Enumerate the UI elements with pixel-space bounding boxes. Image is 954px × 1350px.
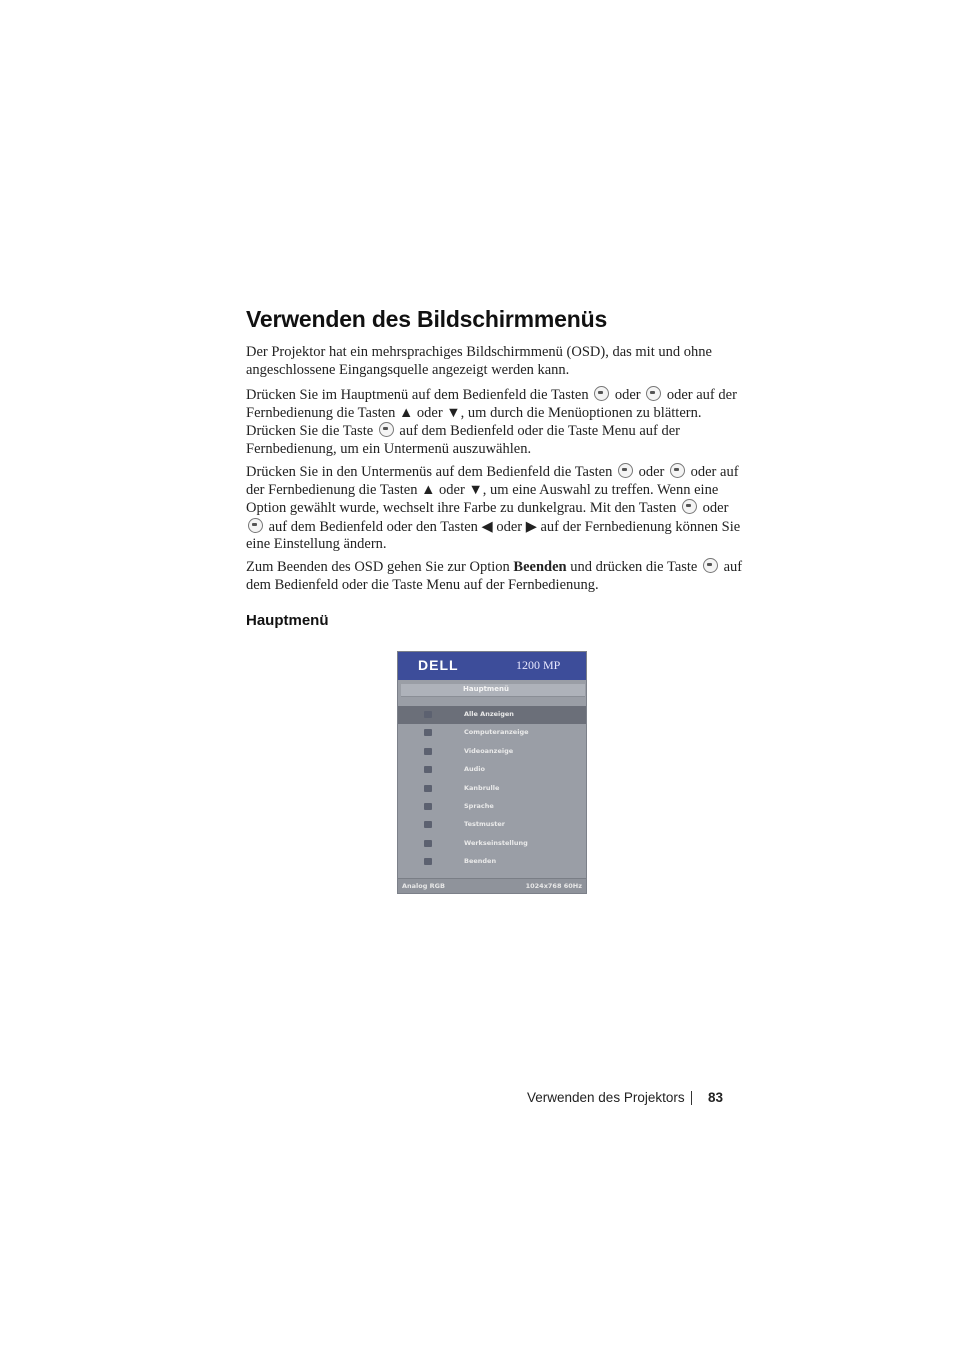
text-run: oder (702, 500, 729, 517)
submenu-navigation-paragraph (246, 463, 746, 554)
osd-menu-title: Hauptmenü (463, 685, 509, 693)
main-menu-navigation-paragraph (246, 386, 746, 458)
monitor-icon (424, 711, 432, 718)
text-run: oder (614, 387, 641, 403)
osd-menu-list (398, 706, 586, 872)
text-run: Zum Beenden des OSD gehen Sie zur Option (246, 559, 510, 575)
exit-osd-paragraph (246, 558, 746, 594)
dell-logo: DELL (418, 657, 459, 673)
intro-paragraph: Der Projektor hat ein mehrsprachiges Bildschirmmenü (OSD), das mit und ohne angeschlossene Eingangsquelle angezeigt werden kann. (246, 344, 712, 378)
osd-menu-item-label: Testmuster (464, 820, 505, 829)
panel-menu-button-icon (703, 558, 718, 573)
panel-plus-button-icon (248, 518, 263, 533)
language-icon (424, 803, 432, 810)
osd-menu-item-label: Audio (464, 765, 486, 774)
video-icon (424, 748, 432, 755)
panel-menu-button-icon (379, 422, 394, 437)
panel-down-button-icon (646, 386, 661, 401)
osd-menu-item[interactable] (398, 816, 586, 834)
text-run: oder auf der Fernbedienung die Tasten ▲ oder ▼, um eine Auswahl zu treffen. Wenn eine Option gewählt wurde, wechselt ihre Farbe zu dunkelgrau. Mit den Tasten (246, 464, 739, 517)
lamp-icon (424, 785, 432, 792)
osd-menu-item[interactable] (398, 743, 586, 761)
osd-menu-item-label: Videoanzeige (464, 746, 514, 755)
osd-menu-item-label: Sprache (464, 801, 494, 810)
osd-menu-item-label: Beenden (464, 857, 497, 866)
osd-menu-item-label: Computeranzeige (464, 728, 529, 737)
osd-menu-item[interactable] (398, 780, 586, 798)
panel-minus-button-icon (682, 499, 697, 514)
page-title: Verwenden des Bildschirmmenüs (246, 306, 608, 332)
osd-menu-item[interactable] (398, 761, 586, 779)
osd-menu-title-band (401, 684, 585, 697)
panel-up-button-icon (594, 386, 609, 401)
osd-main-menu-screenshot (397, 651, 587, 894)
osd-menu-item[interactable] (398, 798, 586, 816)
osd-source-label: Analog RGB (402, 882, 445, 890)
footer-divider (691, 1091, 692, 1105)
osd-menu-item-label: Kanbrulle (464, 783, 500, 792)
osd-status-bar (398, 878, 586, 893)
text-run: Drücken Sie in den Untermenüs auf dem Bedienfeld die Tasten (246, 464, 613, 480)
text-run: und drücken die Taste (570, 559, 698, 575)
text-run: auf dem Bedienfeld oder den Tasten ◀ oder ▶ auf der Fernbedienung können Sie eine Einstellung ändern. (246, 518, 741, 553)
osd-model-name: 1200 MP (516, 658, 561, 672)
osd-header (398, 652, 586, 680)
text-run: oder (638, 464, 665, 480)
speaker-icon (424, 766, 432, 773)
exit-icon (424, 858, 432, 865)
footer-section-title: Verwenden des Projektors (527, 1090, 685, 1105)
osd-menu-item-label: Werkseinstellung (464, 838, 528, 847)
text-run: auf dem Bedienfeld oder die Taste Menu auf der Fernbedienung, um ein Untermenü auszuwählen. (246, 423, 680, 457)
beenden-emphasis: Beenden (513, 559, 567, 575)
test-pattern-icon (424, 821, 432, 828)
osd-menu-item[interactable] (398, 706, 586, 724)
osd-menu-item[interactable] (398, 724, 586, 742)
osd-menu-item[interactable] (398, 835, 586, 853)
panel-up-button-icon (618, 463, 633, 478)
text-run: Drücken Sie im Hauptmenü auf dem Bedienfeld die Tasten (246, 387, 589, 403)
computer-icon (424, 729, 432, 736)
osd-menu-item-label: Alle Anzeigen (464, 710, 514, 718)
page-number: 83 (708, 1090, 724, 1105)
panel-down-button-icon (670, 463, 685, 478)
osd-menu-item[interactable] (398, 853, 586, 871)
factory-reset-icon (424, 840, 432, 847)
osd-resolution-label: 1024x768 60Hz (525, 882, 582, 890)
section-heading: Hauptmenü (246, 612, 329, 629)
text-run: oder auf der Fernbedienung die Tasten ▲ oder ▼, um durch die Menüoptionen zu blättern. Drücken Sie die Taste (246, 387, 737, 440)
text-run: auf dem Bedienfeld oder die Taste Menu auf der Fernbedienung. (246, 559, 743, 593)
